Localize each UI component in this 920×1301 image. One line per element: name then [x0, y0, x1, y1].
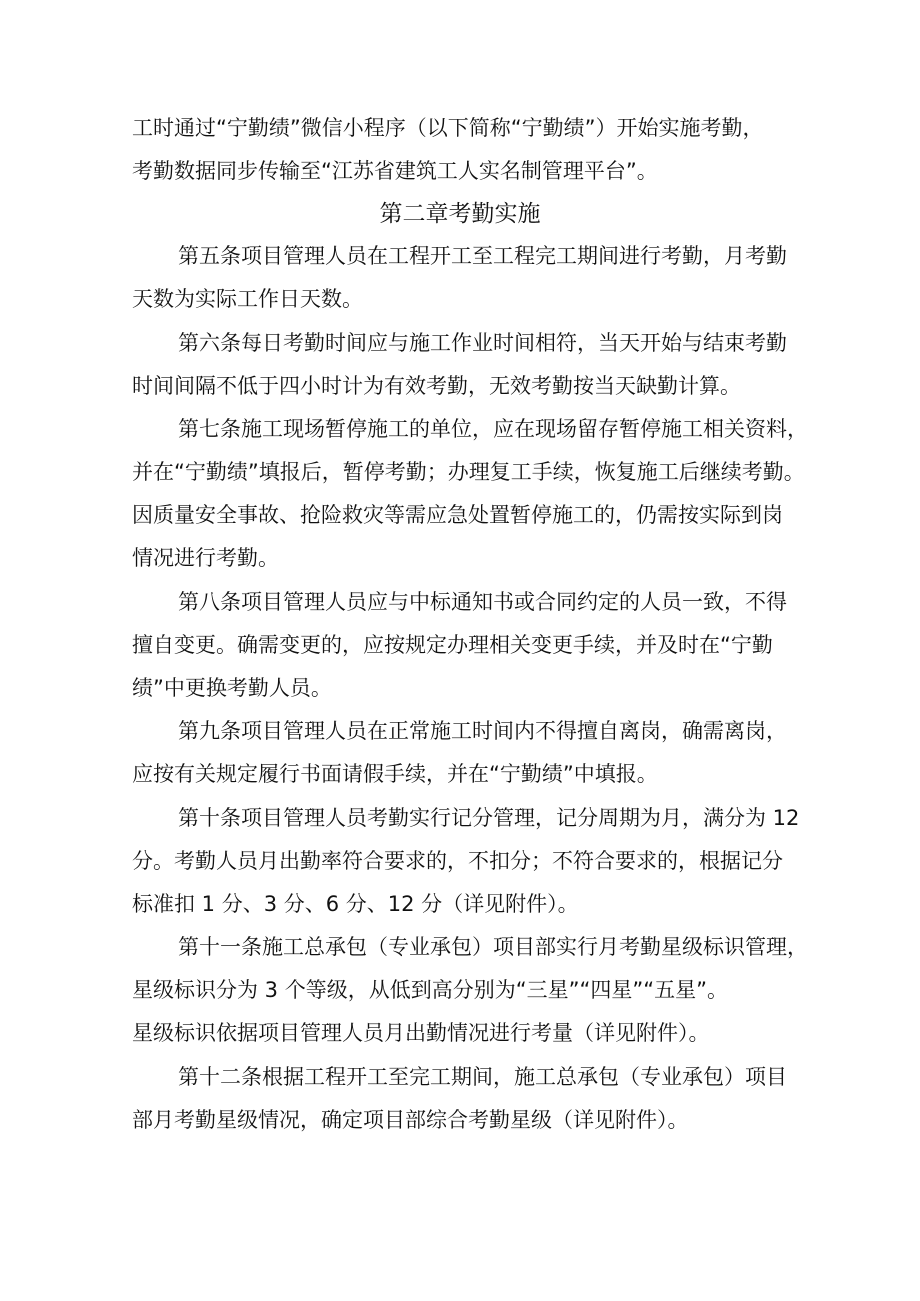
article-8-line-3: 绩”中更换考勤人员。 — [132, 676, 332, 700]
chapter-title: 第二章考勤实施 — [379, 201, 541, 227]
article-9-line-2: 应按有关规定履行书面请假手续，并在“宁勤绩”中填报。 — [132, 762, 658, 786]
intro-line-1: 工时通过“宁勤绩”微信小程序（以下简称“宁勤绩”）开始实施考勤， — [132, 116, 764, 140]
article-12-line-2: 部月考勤星级情况，确定项目部综合考勤星级（详见附件）。 — [132, 1108, 689, 1132]
article-5-line-2: 天数为实际工作日天数。 — [132, 287, 363, 311]
article-12-line-1: 第十二条根据工程开工至完工期间，施工总承包（专业承包）项目 — [178, 1065, 787, 1089]
article-10-line-1: 第十条项目管理人员考勤实行记分管理，记分周期为月，满分为 12 — [178, 806, 800, 830]
article-11-line-2: 星级标识分为 3 个等级，从低到高分别为“三星”“四星”“五星”。 — [132, 978, 728, 1002]
article-11-line-1: 第十一条施工总承包（专业承包）项目部实行月考勤星级标识管理， — [178, 935, 808, 959]
article-9-line-1: 第九条项目管理人员在正常施工时间内不得擅自离岗，确需离岗， — [178, 719, 787, 743]
article-10-line-2: 分。考勤人员月出勤率符合要求的，不扣分；不符合要求的，根据记分 — [132, 849, 783, 873]
article-8-line-2: 擅自变更。确需变更的，应按规定办理相关变更手续，并及时在“宁勤 — [132, 633, 773, 657]
article-7-line-1: 第七条施工现场暂停施工的单位，应在现场留存暂停施工相关资料， — [178, 417, 808, 441]
article-6-line-1: 第六条每日考勤时间应与施工作业时间相符，当天开始与结束考勤 — [178, 331, 787, 355]
article-6-line-2: 时间间隔不低于四小时计为有效考勤，无效考勤按当天缺勤计算。 — [132, 374, 741, 398]
article-7-line-3: 因质量安全事故、抢险救灾等需应急处置暂停施工的，仍需按实际到岗 — [132, 503, 783, 527]
article-8-line-1: 第八条项目管理人员应与中标通知书或合同约定的人员一致，不得 — [178, 590, 787, 614]
article-7-line-4: 情况进行考勤。 — [132, 546, 279, 570]
article-10-line-3: 标准扣 1 分、3 分、6 分、12 分（详见附件）。 — [132, 892, 579, 916]
intro-line-2: 考勤数据同步传输至“江苏省建筑工人实名制管理平台”。 — [132, 159, 658, 183]
article-7-line-2: 并在“宁勤绩”填报后，暂停考勤；办理复工手续，恢复施工后继续考勤。 — [132, 460, 805, 484]
article-5-line-1: 第五条项目管理人员在工程开工至工程完工期间进行考勤，月考勤 — [178, 244, 787, 268]
article-11-line-3: 星级标识依据项目管理人员月出勤情况进行考量（详见附件）。 — [132, 1021, 710, 1045]
